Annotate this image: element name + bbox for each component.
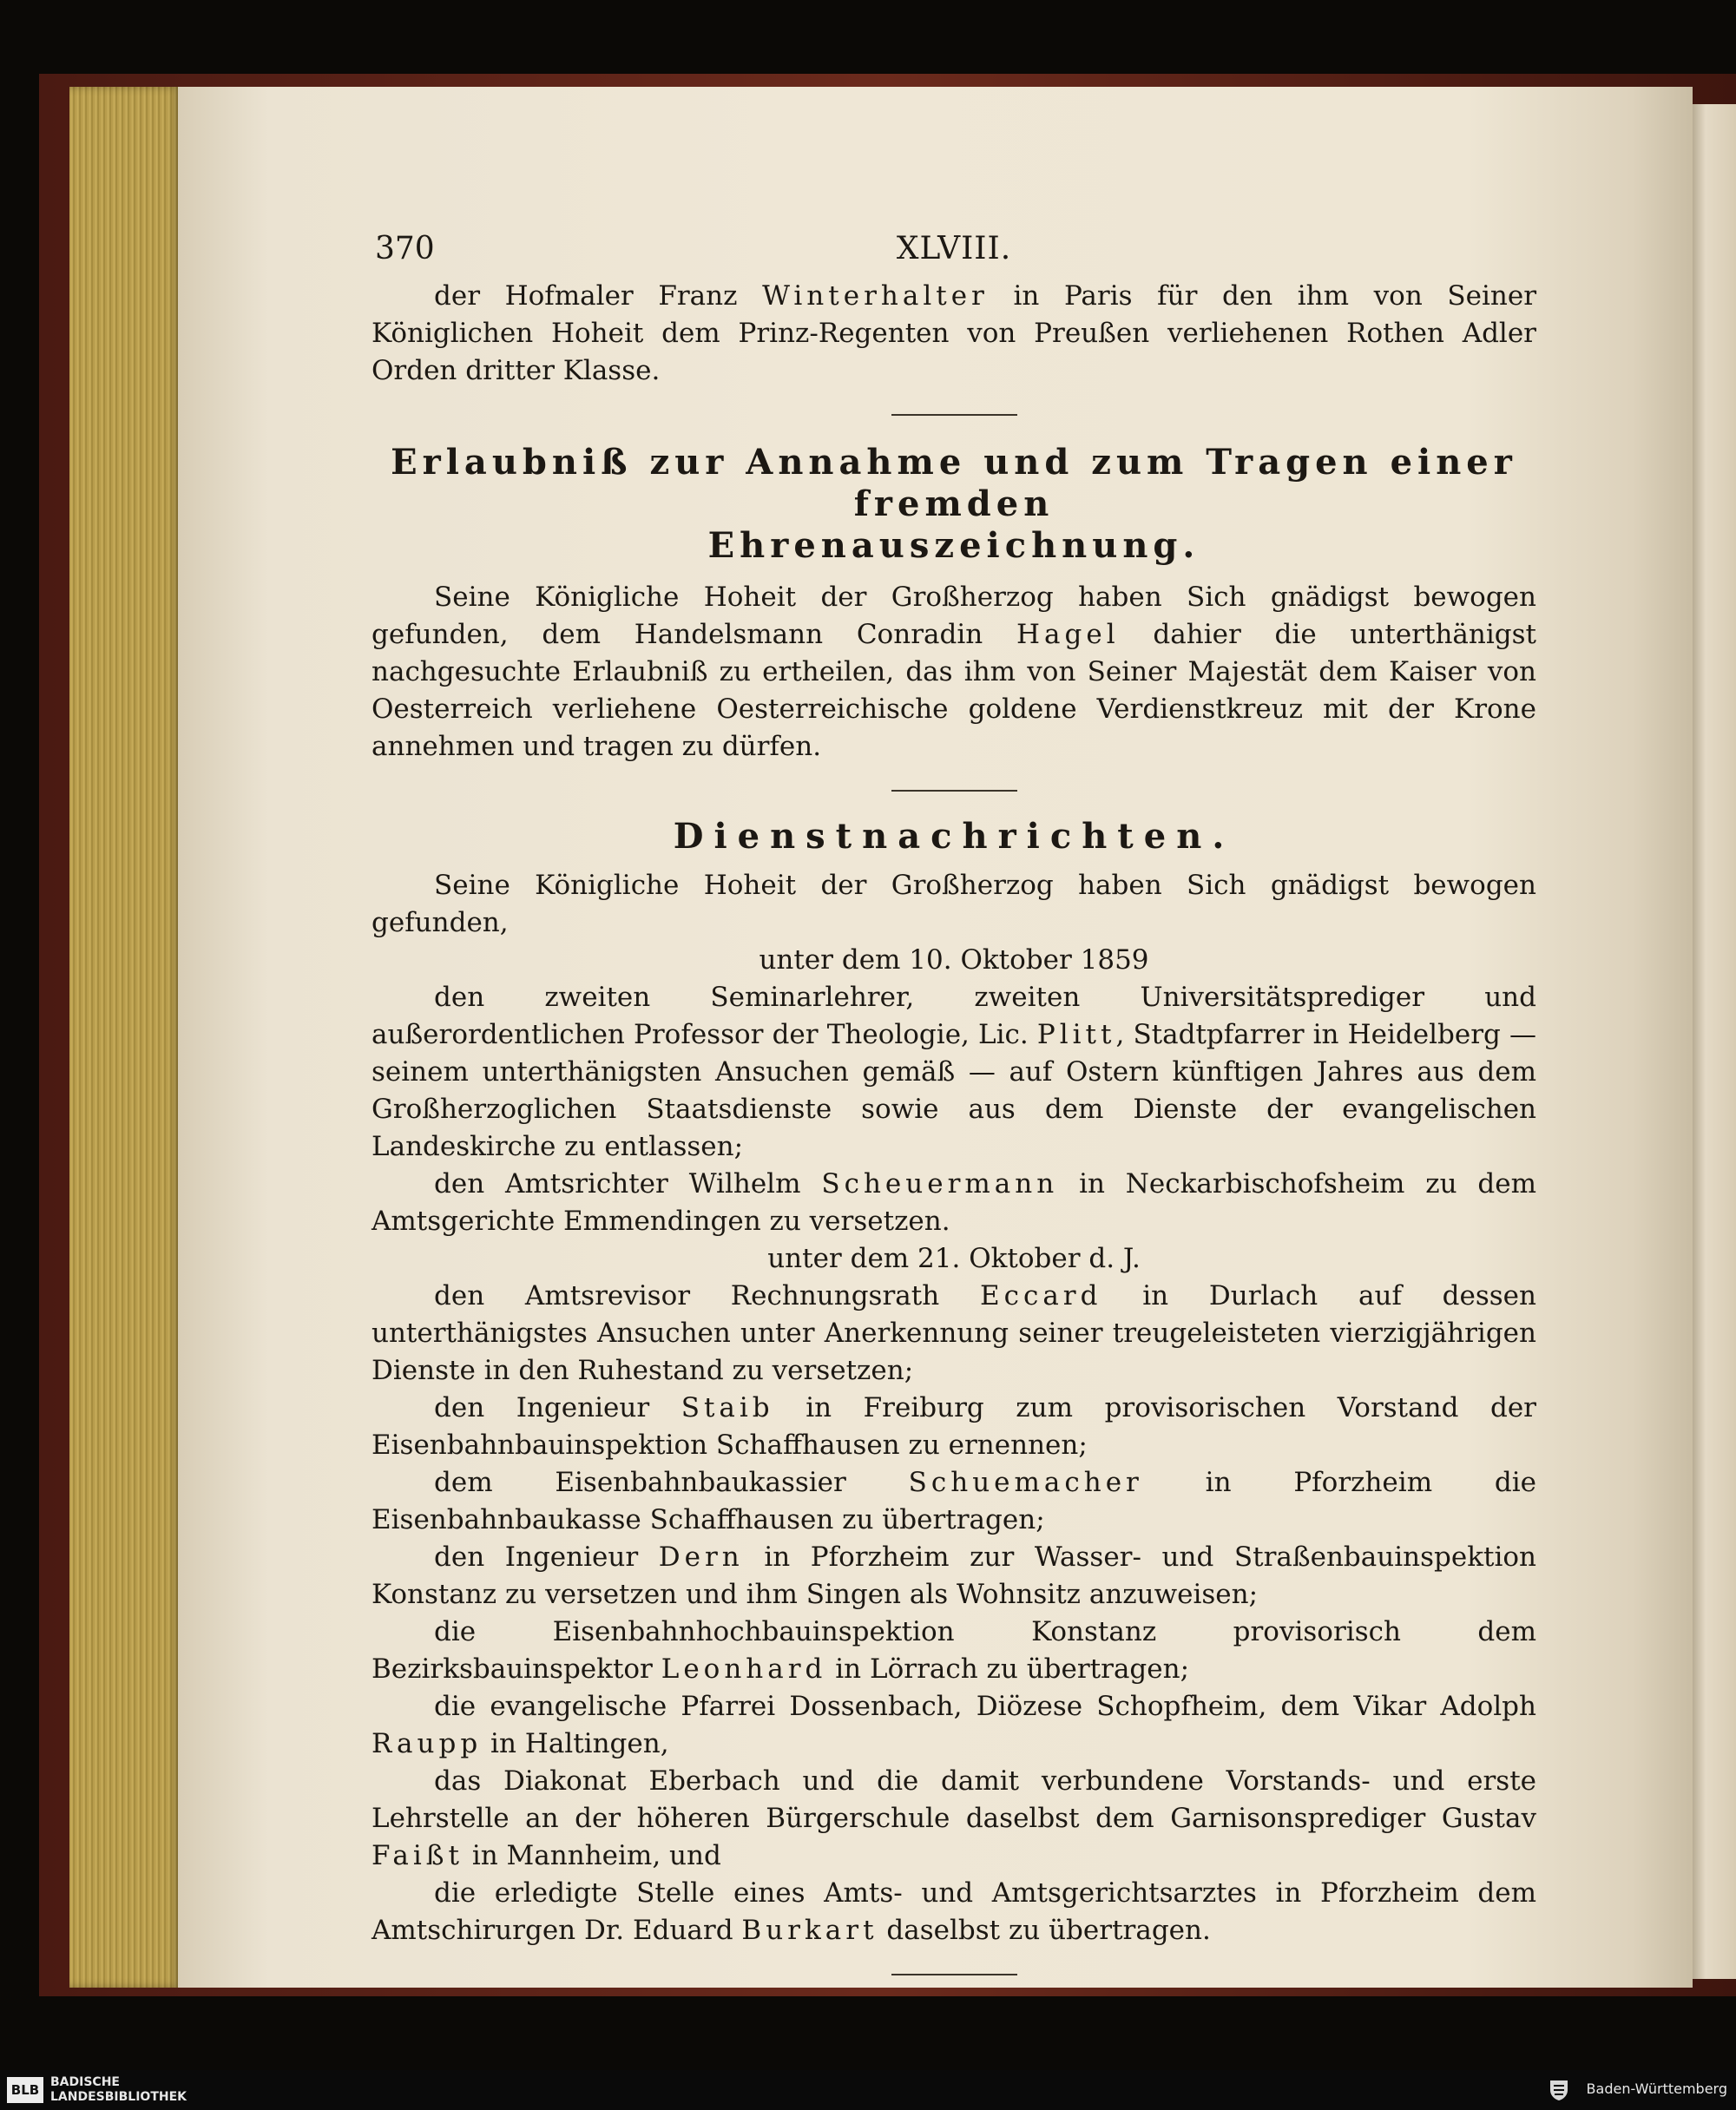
person-name: Staib bbox=[681, 1392, 774, 1423]
paragraph-erlaubniss bbox=[372, 579, 1536, 766]
text-span: dem Eisenbahnbaukassier bbox=[434, 1467, 909, 1498]
text-span: in Lörrach zu übertragen; bbox=[826, 1653, 1190, 1685]
entry bbox=[372, 1614, 1536, 1688]
entry bbox=[372, 1539, 1536, 1614]
paragraph-intro: Seine Königliche Hoheit der Großherzog haben Sich gnädigst bewogen gefunden, bbox=[372, 870, 1536, 938]
divider bbox=[891, 1974, 1017, 1975]
text-span: der Hofmaler Franz bbox=[434, 280, 763, 312]
date-line: unter dem 21. Oktober d. J. bbox=[767, 1243, 1141, 1274]
library-name bbox=[50, 2075, 187, 2105]
text-span: , Stadtpfarrer in Heidelberg — seinem unterthänigsten Ansuchen gemäß — auf Ostern künftigen Jahres aus dem Großherzoglichen Staatsdienste sowie aus dem Dienste der evangelischen Landeskirche zu entlassen; bbox=[372, 1019, 1537, 1162]
divider bbox=[891, 790, 1017, 792]
text-span: in Mannheim, und bbox=[463, 1840, 721, 1871]
text-span: in Neckarbischofsheim zu dem Amtsgerichte Emmendingen zu versetzen. bbox=[372, 1168, 1536, 1237]
person-name: Faißt bbox=[372, 1840, 464, 1871]
text-span: das Diakonat Eberbach und die damit verbundene Vorstands- und erste Lehrstelle an der höheren Bürgerschule daselbst dem Garnisonsprediger Gustav bbox=[372, 1765, 1536, 1834]
section-heading-dienstnachrichten: Dienstnachrichten. bbox=[673, 816, 1235, 857]
person-name: Burkart bbox=[741, 1915, 878, 1946]
viewer-footer bbox=[0, 2070, 1736, 2110]
text-span: die evangelische Pfarrei Dossenbach, Diözese Schopfheim, dem Vikar Adolph bbox=[434, 1691, 1536, 1722]
state-logo-label[interactable]: Baden-Württemberg bbox=[1586, 2080, 1727, 2097]
entry bbox=[372, 1390, 1536, 1464]
divider bbox=[891, 414, 1017, 416]
page-number: 370 bbox=[375, 231, 435, 266]
text-span: in Pforzheim die Eisenbahnbaukasse Schaffhausen zu übertragen; bbox=[372, 1467, 1536, 1535]
facing-page-edge bbox=[1693, 104, 1736, 1979]
text-span: den zweiten Seminarlehrer, zweiten Universitätsprediger und außerordentlichen Professor der Theologie, Lic. bbox=[372, 982, 1536, 1050]
heading-line: Ehrenauszeichnung. bbox=[707, 525, 1200, 566]
person-name: Hagel bbox=[1016, 619, 1120, 650]
entry bbox=[372, 1278, 1536, 1390]
person-name: Scheuermann bbox=[821, 1168, 1059, 1200]
page-edges bbox=[69, 87, 182, 1988]
person-name: Leonhard bbox=[661, 1653, 827, 1685]
text-span: den Ingenieur bbox=[434, 1541, 659, 1573]
text-span: die Eisenbahnhochbauinspektion Konstanz provisorisch dem Bezirksbauinspektor bbox=[372, 1616, 1536, 1685]
library-name-line: BADISCHE bbox=[50, 2075, 120, 2089]
text-span: den Amtsrevisor Rechnungsrath bbox=[434, 1280, 980, 1311]
page-header bbox=[372, 230, 1536, 278]
text-span: den Amtsrichter Wilhelm bbox=[434, 1168, 822, 1200]
coat-of-arms-icon bbox=[1547, 2078, 1571, 2102]
date-line: unter dem 10. Oktober 1859 bbox=[759, 944, 1149, 976]
text-span: in Durlach auf dessen unterthänigstes Ansuchen unter Anerkennung seiner treugeleisteten vierzigjährigen Dienste in den Ruhestand zu versetzen; bbox=[372, 1280, 1536, 1386]
blb-logo[interactable]: BLB bbox=[7, 2077, 43, 2103]
text-span: daselbst zu übertragen. bbox=[878, 1915, 1211, 1946]
entry bbox=[372, 979, 1536, 1166]
text-span: die erledigte Stelle eines Amts- und Amtsgerichtsarztes in Pforzheim dem Amtschirurgen Dr. Eduard bbox=[372, 1877, 1536, 1946]
text-span: in Freiburg zum provisorischen Vorstand der Eisenbahnbauinspektion Schaffhausen zu ernennen; bbox=[372, 1392, 1537, 1461]
person-name: Dern bbox=[658, 1541, 744, 1573]
text-span: in Pforzheim zur Wasser- und Straßenbauinspektion Konstanz zu versetzen und ihm Singen als Wohnsitz anzuweisen; bbox=[372, 1541, 1536, 1610]
person-name: Winterhalter bbox=[762, 280, 989, 312]
text-span: in Paris für den ihm von Seiner Königlichen Hoheit dem Prinz-Regenten von Preußen verliehenen Rothen Adler Orden dritter Klasse. bbox=[372, 280, 1537, 386]
person-name: Raupp bbox=[372, 1728, 483, 1759]
entry bbox=[372, 1688, 1536, 1763]
text-span: dahier die unterthänigst nachgesuchte Erlaubniß zu ertheilen, das ihm von Seiner Majestät dem Kaiser von Oesterreich verliehene Oesterreichische goldene Verdienstkreuz mit der Krone annehmen und tragen zu dürfen. bbox=[372, 619, 1536, 762]
entry bbox=[372, 1166, 1536, 1240]
heading-line: Erlaubniß zur Annahme und zum Tragen einer fremden bbox=[391, 442, 1517, 524]
person-name: Schuemacher bbox=[908, 1467, 1143, 1498]
running-head: XLVIII. bbox=[896, 231, 1012, 266]
entry bbox=[372, 1763, 1536, 1875]
text-span: Seine Königliche Hoheit der Großherzog haben Sich gnädigst bewogen gefunden, dem Handelsmann Conradin bbox=[372, 582, 1536, 650]
person-name: Plitt bbox=[1036, 1019, 1116, 1050]
entry bbox=[372, 1875, 1536, 1949]
section-heading-erlaubniss bbox=[372, 442, 1536, 567]
person-name: Eccard bbox=[979, 1280, 1102, 1311]
text-span: in Haltingen, bbox=[482, 1728, 669, 1759]
paragraph-top bbox=[372, 278, 1536, 390]
entry bbox=[372, 1464, 1536, 1539]
library-name-line: LANDESBIBLIOTHEK bbox=[50, 2090, 187, 2104]
page-text bbox=[372, 230, 1536, 2002]
text-span: den Ingenieur bbox=[434, 1392, 681, 1423]
